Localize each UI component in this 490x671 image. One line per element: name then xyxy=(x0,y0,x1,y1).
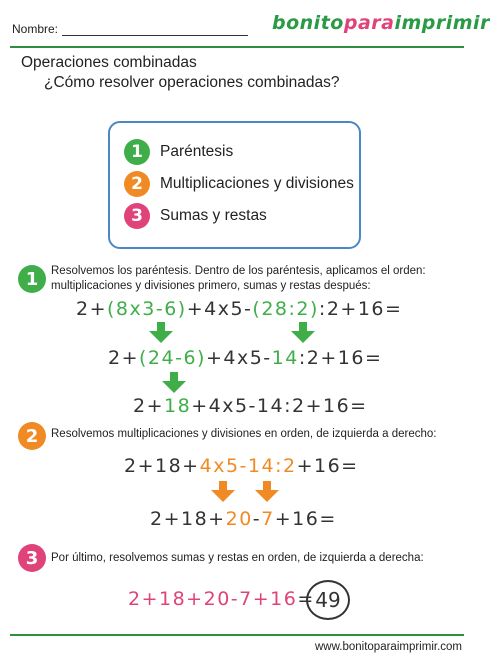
expression-segment: 18 xyxy=(164,395,192,417)
step-1-expression-3 xyxy=(133,395,368,417)
logo-part-1: bonito xyxy=(272,12,344,34)
expression-segment: 14 xyxy=(271,347,299,369)
expression-segment: 2+18+20-7+16 xyxy=(128,588,298,610)
number-1-icon: 1 xyxy=(124,139,150,165)
step-1-text-line-1: Resolvemos los paréntesis. Dentro de los paréntesis, aplicamos el orden: xyxy=(51,265,426,277)
summary-label: Paréntesis xyxy=(160,143,234,160)
number-3-icon: 3 xyxy=(124,203,150,229)
expression-segment: = xyxy=(297,588,315,610)
summary-box xyxy=(108,121,361,249)
expression-segment: (28:2) xyxy=(252,298,319,320)
arrow-down-icon xyxy=(161,372,187,394)
expression-segment: 20 xyxy=(225,508,253,530)
page-title: Operaciones combinadas xyxy=(21,54,197,71)
expression-segment: 2+18+ xyxy=(124,455,200,477)
arrow-down-icon xyxy=(254,481,280,503)
summary-label: Multiplicaciones y divisiones xyxy=(160,175,354,192)
step-3-expression xyxy=(128,588,315,610)
expression-segment: +4x5- xyxy=(205,347,272,369)
expression-segment: (8x3-6) xyxy=(107,298,187,320)
expression-segment: +16= xyxy=(274,508,337,530)
arrow-down-icon xyxy=(148,322,174,344)
summary-item-addition-subtraction xyxy=(124,203,267,229)
arrow-down-icon xyxy=(290,322,316,344)
summary-item-multiplication-division xyxy=(124,171,354,197)
expression-segment: :2+16= xyxy=(318,298,403,320)
arrow-down-icon xyxy=(210,481,236,503)
step-1-icon: 1 xyxy=(18,265,46,293)
expression-segment: 2+18+ xyxy=(150,508,226,530)
step-2-expression-1 xyxy=(124,455,359,477)
name-label: Nombre: xyxy=(12,22,59,36)
logo-part-3: imprimir xyxy=(394,12,490,34)
summary-label: Sumas y restas xyxy=(160,207,267,224)
expression-segment: (24-6) xyxy=(139,347,206,369)
expression-segment: 4x5-14:2 xyxy=(199,455,297,477)
footer-url: www.bonitoparaimprimir.com xyxy=(315,641,462,653)
summary-item-parentheses xyxy=(124,139,233,165)
result-circle: 49 xyxy=(306,580,350,620)
expression-segment: +16= xyxy=(296,455,359,477)
number-2-icon: 2 xyxy=(124,171,150,197)
step-1-expression-2 xyxy=(108,347,382,369)
step-2-expression-2 xyxy=(150,508,337,530)
expression-segment: 2+ xyxy=(76,298,108,320)
expression-segment: +4x5- xyxy=(186,298,253,320)
step-2-text: Resolvemos multiplicaciones y divisiones en orden, de izquierda a derecho: xyxy=(51,428,437,440)
step-3-text: Por último, resolvemos sumas y restas en orden, de izquierda a derecha: xyxy=(51,552,424,564)
step-3-icon: 3 xyxy=(18,544,46,572)
step-1-text xyxy=(51,264,426,294)
expression-segment: :2+16= xyxy=(298,347,383,369)
step-1-expression-1 xyxy=(76,298,402,320)
expression-segment: 2+ xyxy=(133,395,165,417)
expression-segment: - xyxy=(252,508,262,530)
name-line xyxy=(62,35,248,36)
step-1-text-line-2: multiplicaciones y divisiones primero, sumas y restas después: xyxy=(51,280,371,292)
logo-part-2: para xyxy=(343,12,395,34)
header-rule xyxy=(10,46,464,48)
page-subtitle: ¿Cómo resolver operaciones combinadas? xyxy=(44,74,340,91)
expression-segment: +4x5-14:2+16= xyxy=(191,395,368,417)
step-2-icon: 2 xyxy=(18,422,46,450)
footer-rule xyxy=(10,634,464,636)
expression-segment: 7 xyxy=(261,508,275,530)
logo xyxy=(272,8,490,38)
expression-segment: 2+ xyxy=(108,347,140,369)
